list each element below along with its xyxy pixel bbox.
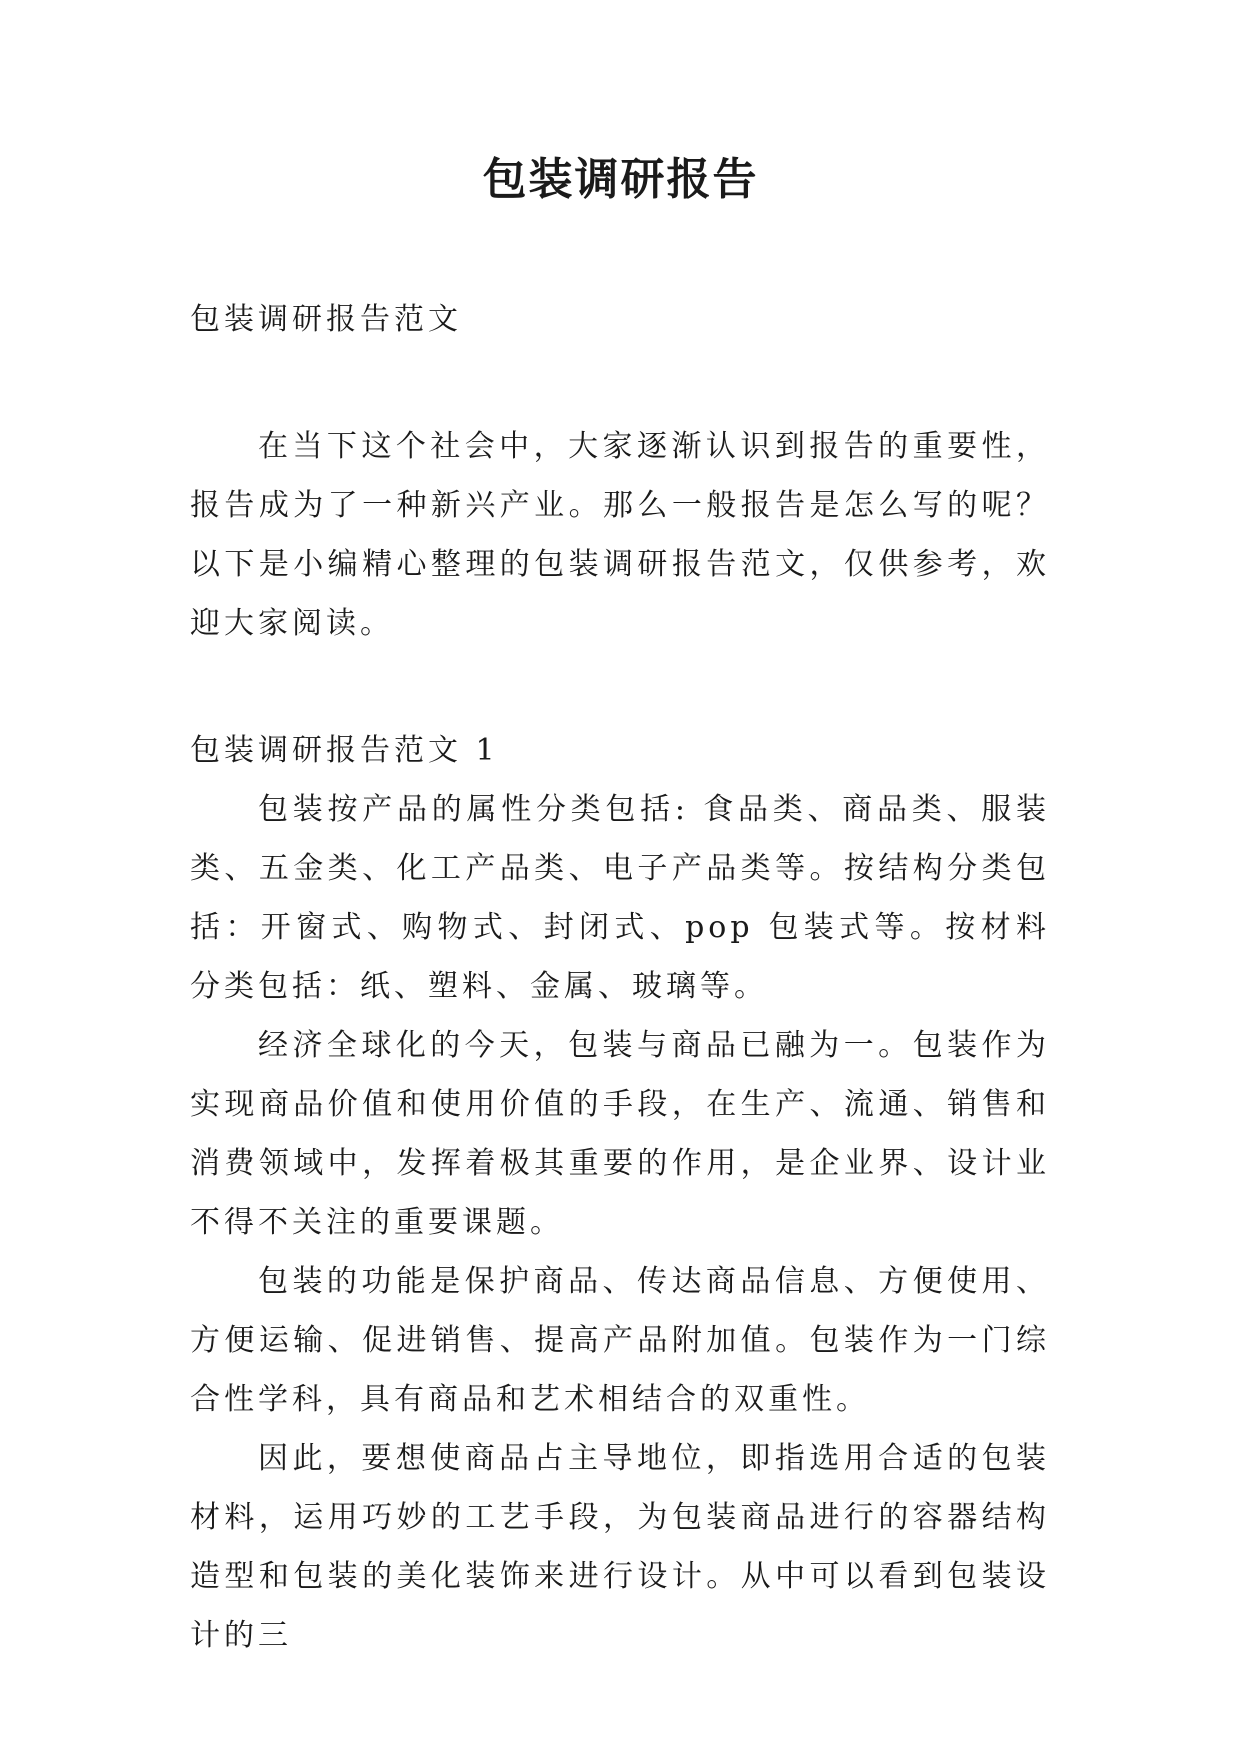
body-paragraph-2: 经济全球化的今天，包装与商品已融为一。包装作为实现商品价值和使用价值的手段，在生产、流通、销售和消费领域中，发挥着极其重要的作用，是企业界、设计业不得不关注的重要课题。 xyxy=(190,1028,1050,1240)
body-paragraph-4: 因此，要想使商品占主导地位，即指选用合适的包装材料，运用巧妙的工艺手段，为包装商品进行的容器结构造型和包装的美化装饰来进行设计。从中可以看到包装设计的三 xyxy=(190,1441,1050,1653)
body-paragraph-3: 包装的功能是保护商品、传达商品信息、方便使用、方便运输、促进销售、提高产品附加值。包装作为一门综合性学科，具有商品和艺术相结合的双重性。 xyxy=(190,1264,1050,1417)
intro-paragraph: 在当下这个社会中，大家逐渐认识到报告的重要性，报告成为了一种新兴产业。那么一般报告是怎么写的呢？以下是小编精心整理的包装调研报告范文，仅供参考，欢迎大家阅读。 xyxy=(190,429,1050,641)
document-subtitle: 包装调研报告范文 xyxy=(190,302,462,337)
document-body xyxy=(190,290,1050,1665)
section-heading: 包装调研报告范文 1 xyxy=(190,733,499,768)
body-paragraph-1: 包装按产品的属性分类包括: 食品类、商品类、服装类、五金类、化工产品类、电子产品类等。按结构分类包括：开窗式、购物式、封闭式、pop 包装式等。按材料分类包括：纸、塑料、金属、玻璃等。 xyxy=(190,792,1050,1004)
document-title: 包装调研报告 xyxy=(482,154,759,205)
